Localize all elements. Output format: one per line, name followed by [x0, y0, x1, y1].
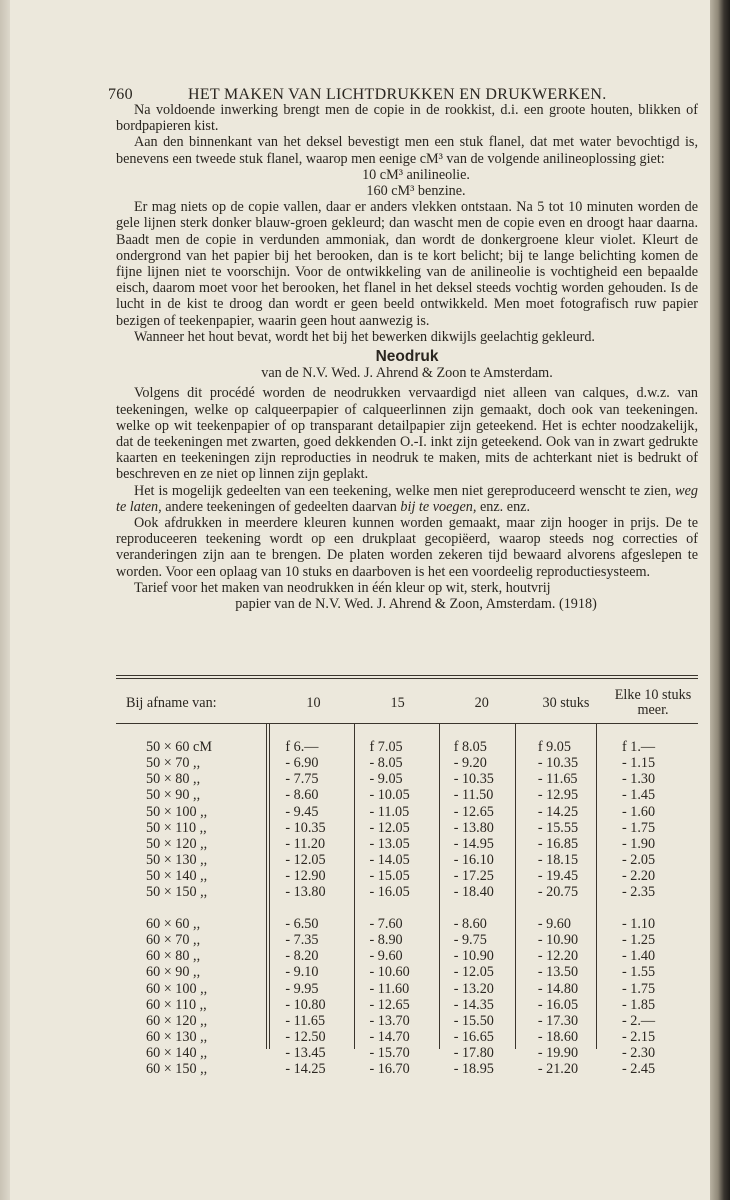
table-top-rule	[116, 678, 698, 679]
price-cell: - 9.10	[285, 964, 319, 981]
price-cell: - 11.05	[369, 803, 410, 820]
table-header-row	[116, 683, 698, 723]
size-cell: 60 × 140 ,,	[146, 1044, 208, 1061]
price-cell: - 2.35	[622, 883, 656, 900]
price-cell: - 16.70	[369, 1061, 410, 1078]
table-row	[116, 787, 698, 803]
size-cell: 50 × 110 ,,	[146, 819, 207, 836]
table-row	[116, 1013, 698, 1029]
price-cell: - 8.90	[369, 932, 403, 949]
price-cell: - 14.05	[369, 851, 410, 868]
tariff-body	[116, 723, 698, 1077]
price-cell: - 10.80	[285, 996, 326, 1013]
price-cell: - 7.60	[369, 916, 403, 933]
price-cell: - 10.60	[369, 964, 410, 981]
price-cell: - 15.05	[369, 867, 410, 884]
table-row	[116, 820, 698, 836]
price-cell: - 16.85	[537, 835, 579, 852]
table-row	[116, 964, 698, 980]
size-cell: 60 × 100 ,,	[146, 980, 208, 997]
header-rule	[116, 723, 698, 724]
price-cell: - 1.75	[622, 819, 656, 836]
price-cell: - 9.20	[453, 755, 487, 772]
price-cell: - 10.35	[537, 755, 579, 772]
price-cell: - 1.45	[622, 787, 656, 804]
price-cell: - 15.50	[453, 1012, 494, 1029]
price-cell: - 10.90	[453, 948, 494, 965]
price-cell: - 1.85	[622, 996, 656, 1013]
table-row	[116, 755, 698, 771]
price-cell: - 17.25	[453, 867, 494, 884]
column-divider	[266, 724, 267, 1049]
price-cell: - 14.35	[453, 996, 494, 1013]
price-cell: - 19.45	[537, 867, 579, 884]
price-cell: f 9.05	[537, 739, 571, 756]
price-cell: - 8.60	[453, 916, 487, 933]
size-cell: 60 × 70 ,,	[146, 932, 201, 949]
price-cell: - 14.80	[537, 980, 579, 997]
table-row	[116, 1045, 698, 1061]
price-cell: - 8.60	[285, 787, 319, 804]
table-row	[116, 932, 698, 948]
size-cell: 50 × 60 cM	[146, 739, 212, 756]
price-cell: - 2.30	[622, 1044, 656, 1061]
price-cell: - 12.65	[369, 996, 410, 1013]
table-row	[116, 852, 698, 868]
price-cell: - 2.05	[622, 851, 656, 868]
price-cell: - 7.35	[285, 932, 319, 949]
column-divider	[515, 724, 516, 1049]
price-cell: - 10.35	[285, 819, 326, 836]
price-cell: - 2.15	[622, 1028, 656, 1045]
price-cell: - 13.20	[453, 980, 494, 997]
table-top-rule	[116, 675, 698, 676]
price-cell: - 17.80	[453, 1044, 494, 1061]
price-cell: - 10.35	[453, 771, 494, 788]
column-header: 20	[474, 694, 489, 711]
price-cell: - 18.60	[537, 1028, 579, 1045]
paragraph	[116, 483, 698, 515]
spacer-row	[116, 723, 698, 739]
price-cell: - 6.90	[285, 755, 319, 772]
table-row	[116, 1061, 698, 1077]
price-cell: - 18.95	[453, 1061, 494, 1078]
price-cell: - 9.60	[537, 916, 571, 933]
price-cell: - 11.20	[285, 835, 326, 852]
price-cell: - 13.70	[369, 1012, 410, 1029]
tariff-title: Tarief voor het maken van neodrukken in één kleur op wit, sterk, houtvrij	[134, 579, 551, 596]
text-run: enz. enz.	[479, 498, 531, 515]
price-cell: - 9.95	[285, 980, 319, 997]
size-cell: 50 × 120 ,,	[146, 835, 208, 852]
size-cell: 50 × 100 ,,	[146, 803, 208, 820]
price-cell: - 9.60	[369, 948, 403, 965]
price-cell: - 13.45	[285, 1044, 326, 1061]
paragraph: Na voldoende inwerking brengt men de copie in de rookkist, d.i. een groote houten, blikken of bordpapieren kist.	[116, 102, 698, 135]
price-cell: - 2.—	[622, 1012, 656, 1029]
tariff-title-line2: papier van de N.V. Wed. J. Ahrend & Zoon, Amsterdam. (1918)	[235, 596, 597, 613]
column-header: 10	[306, 694, 321, 711]
size-cell: 60 × 120 ,,	[146, 1012, 208, 1029]
price-cell: - 9.45	[285, 803, 319, 820]
price-cell: - 12.90	[285, 867, 326, 884]
table-row	[116, 868, 698, 884]
price-cell: - 1.55	[622, 964, 656, 981]
section-subheading: van de N.V. Wed. J. Ahrend & Zoon te Amsterdam.	[261, 365, 553, 382]
price-cell: - 1.40	[622, 948, 656, 965]
price-cell: - 19.90	[537, 1044, 579, 1061]
price-cell: - 8.05	[369, 755, 403, 772]
price-cell: - 12.05	[369, 819, 410, 836]
paragraph: Er mag niets op de copie vallen, daar er anders vlekken ontstaan. Na 5 tot 10 minuten worden de gele lijnen sterk donker blauw-groen gekleurd; dan wascht men de copie even en droogt haar daarna. Baadt men de copie in verdunden ammoniak, dan wordt de donkergroene kleur violet. Kleurt de ondergrond van het papier bij het berooken, dan is te kort belicht; bij te lange belichting komen de fijne lijnen niet te voorschijn. Voor de ontwikkeling van de anilineolie is vochtigheid een bepaalde eisch, daarom moet voor het berooken, het flanel in het deksel steeds vochtig worden gehouden. Is de lucht in de kist te droog dan wordt er geen beeld ontwikkeld. Men moet fotografisch ruw papier bezigen of teekenpapier, waarin geen hout aanwezig is.	[116, 199, 698, 329]
price-cell: - 11.50	[453, 787, 494, 804]
price-cell: - 11.60	[369, 980, 410, 997]
size-cell: 50 × 150 ,,	[146, 883, 208, 900]
price-cell: f 1.—	[622, 739, 656, 756]
table-row	[116, 916, 698, 932]
price-cell: - 15.55	[537, 819, 579, 836]
price-cell: - 1.15	[622, 755, 656, 772]
body-text	[116, 102, 698, 612]
table-row	[116, 981, 698, 997]
column-divider	[439, 724, 440, 1049]
price-cell: - 10.05	[369, 787, 410, 804]
page-number: 760	[108, 86, 133, 103]
column-divider	[596, 724, 597, 1049]
price-cell: f 6.—	[285, 739, 319, 756]
price-cell: - 1.75	[622, 980, 656, 997]
paragraph: Volgens dit procédé worden de neodrukken vervaardigd niet alleen van calques, d.w.z. van teekeningen, welke op calqueerpapier of calqueerlinnen zijn gemaakt, doch ook van teekeningen. welke op wit teekenpapier of op transparant detailpapier zijn geteekend. Het is echter noodzakelijk, dat de teekeningen met zwarten, goed dekkenden O.-I. inkt zijn geteekend. Ook van in zwart gedrukte kaarten en teekeningen zijn reproducties in neodruk te maken, mits de achterkant niet is bedrukt of beschreven en ze niet op linnen zijn geplakt.	[116, 385, 698, 483]
price-cell: - 18.15	[537, 851, 579, 868]
price-cell: f 8.05	[453, 739, 487, 756]
price-cell: - 13.05	[369, 835, 410, 852]
price-cell: - 14.95	[453, 835, 494, 852]
price-cell: - 17.30	[537, 1012, 579, 1029]
price-cell: - 1.25	[622, 932, 656, 949]
price-cell: - 15.70	[369, 1044, 410, 1061]
table-row	[116, 884, 698, 900]
paragraph: Wanneer het hout bevat, wordt het bij het bewerken dikwijls geelachtig gekleurd.	[134, 328, 595, 345]
price-cell: - 6.50	[285, 916, 319, 933]
price-cell: - 16.05	[369, 883, 410, 900]
price-cell: - 13.50	[537, 964, 579, 981]
price-cell: - 1.30	[622, 771, 656, 788]
price-cell: - 21.20	[537, 1061, 579, 1078]
size-cell: 60 × 110 ,,	[146, 996, 207, 1013]
price-cell: - 20.75	[537, 883, 579, 900]
price-cell: - 12.05	[453, 964, 494, 981]
price-cell: - 14.25	[285, 1061, 326, 1078]
price-cell: - 1.90	[622, 835, 656, 852]
tariff-table	[116, 683, 698, 1077]
chapter-title: HET MAKEN VAN LICHTDRUKKEN EN DRUKWERKEN.	[188, 86, 607, 103]
italic-text: bij te voegen,	[400, 498, 477, 515]
price-cell: f 7.05	[369, 739, 403, 756]
column-header: 15	[390, 694, 405, 711]
price-cell: - 16.10	[453, 851, 494, 868]
formula-line: 160 cM³ benzine.	[366, 183, 466, 200]
price-cell: - 12.95	[537, 787, 579, 804]
page-left-edge	[0, 0, 10, 1200]
table-row	[116, 948, 698, 964]
price-cell: - 13.80	[285, 883, 326, 900]
size-cell: 60 × 150 ,,	[146, 1061, 208, 1078]
table-row	[116, 1029, 698, 1045]
price-cell: - 7.75	[285, 771, 319, 788]
price-cell: - 13.80	[453, 819, 494, 836]
price-cell: - 2.20	[622, 867, 656, 884]
size-cell: 50 × 70 ,,	[146, 755, 201, 772]
price-cell: - 10.90	[537, 932, 579, 949]
price-cell: - 11.65	[285, 1012, 326, 1029]
paragraph: Aan den binnenkant van het deksel bevestigt men een stuk flanel, dat met water bevochtigd is, benevens een tweede stuk flanel, waarop men eenige cM³ van de volgende anilineoplossing giet:	[116, 134, 698, 167]
price-cell: - 18.40	[453, 883, 494, 900]
price-cell: - 8.20	[285, 948, 319, 965]
price-cell: - 12.65	[453, 803, 494, 820]
size-cell: 50 × 90 ,,	[146, 787, 201, 804]
price-cell: - 12.50	[285, 1028, 326, 1045]
price-cell: - 14.70	[369, 1028, 410, 1045]
table-row	[116, 997, 698, 1013]
price-cell: - 16.65	[453, 1028, 494, 1045]
paragraph: Ook afdrukken in meerdere kleuren kunnen worden gemaakt, maar zijn hooger in prijs. De te reproduceeren teekening wordt op een drukplaat gecopiëerd, waarop steeds nog correcties of veranderingen zijn aan te brengen. De platen worden zekeren tijd bewaard alvorens afgeslepen te worden. Voor een oplaag van 10 stuks en daarboven is het een voordeelig reproductiesysteem.	[116, 515, 698, 580]
size-cell: 50 × 80 ,,	[146, 771, 201, 788]
price-cell: - 1.60	[622, 803, 656, 820]
price-cell: - 9.75	[453, 932, 487, 949]
size-cell: 50 × 130 ,,	[146, 851, 208, 868]
table-row	[116, 803, 698, 819]
price-cell: - 12.20	[537, 948, 579, 965]
column-divider	[354, 724, 355, 1049]
italic-text: weg te laten,	[116, 482, 699, 515]
price-cell: - 14.25	[537, 803, 579, 820]
column-header: Bij afname van:	[126, 694, 217, 711]
formula-line: 10 cM³ anilineolie.	[362, 166, 470, 183]
text-run: andere teekeningen of gedeelten daarvan	[165, 498, 397, 515]
section-heading: Neodruk	[375, 348, 439, 366]
table-row	[116, 836, 698, 852]
size-cell: 50 × 140 ,,	[146, 867, 208, 884]
price-cell: - 1.10	[622, 916, 656, 933]
size-cell: 60 × 60 ,,	[146, 916, 201, 933]
table-row	[116, 771, 698, 787]
price-cell: - 16.05	[537, 996, 579, 1013]
price-cell: - 11.65	[537, 771, 578, 788]
column-header: Elke 10 stuks meer.	[614, 687, 692, 718]
price-cell: - 9.05	[369, 771, 403, 788]
price-cell: - 12.05	[285, 851, 326, 868]
price-cell: - 2.45	[622, 1061, 656, 1078]
size-cell: 60 × 130 ,,	[146, 1028, 208, 1045]
size-cell: 60 × 80 ,,	[146, 948, 201, 965]
column-header: 30 stuks	[542, 694, 590, 711]
table-row	[116, 739, 698, 755]
text-run: Het is mogelijk gedeelten van een teekening, welke men niet gereproduceerd wenscht te zien,	[134, 482, 672, 499]
spacer-row	[116, 900, 698, 916]
size-cell: 60 × 90 ,,	[146, 964, 201, 981]
book-spine	[710, 0, 730, 1200]
